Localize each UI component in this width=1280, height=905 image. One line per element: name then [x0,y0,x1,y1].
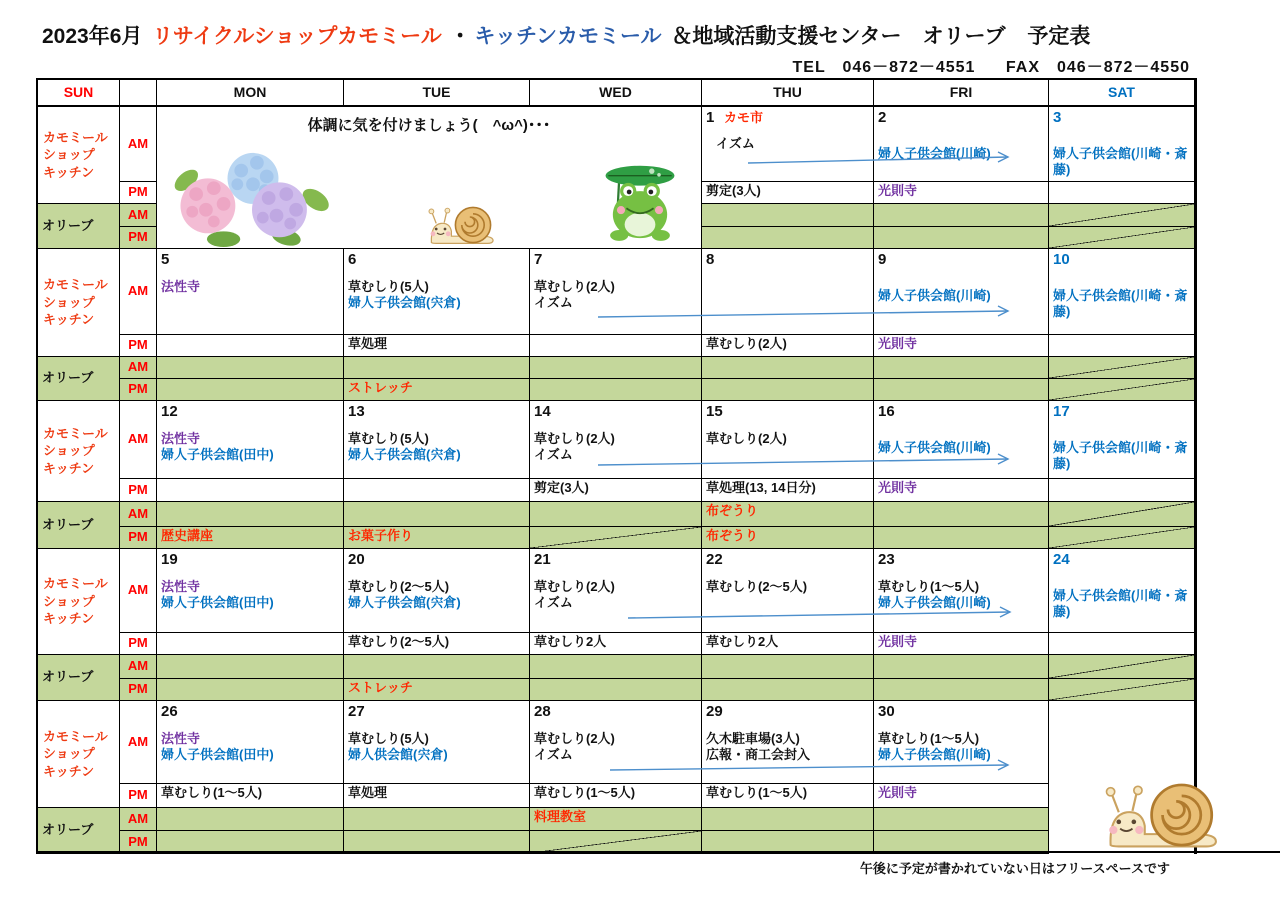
am-label: AM [120,701,157,784]
day-number: 19 [161,551,178,568]
am-label: AM [120,655,157,679]
olive-pm-cell-crossed [1049,379,1195,401]
olive-am-cell [157,502,344,527]
day-10-am-cell [1049,249,1195,335]
day-9-pm-cell [874,335,1049,357]
olive-am-cell [344,655,530,679]
day-8-pm-cell [702,335,874,357]
day-22-am-cell [702,549,874,633]
day-number: 9 [878,251,887,268]
message-cell [157,107,702,249]
day-3-am-cell [1049,107,1195,182]
am-label: AM [120,808,157,831]
header-sat: SAT [1049,80,1195,107]
title-month: 2023年6月 [42,25,143,48]
olive-am-cell [874,808,1049,831]
schedule-entry: 草処理(13, 14日分) [706,480,816,495]
day-15-pm-cell [702,479,874,502]
day-5-am-cell [157,249,344,335]
title-suffix: 予定表 [1027,25,1091,48]
camomile-row-label: カモミール ショップ キッチン [38,107,120,204]
header-ampm-col [120,80,157,107]
day-28-am-cell [530,701,702,784]
day-number: 8 [706,251,715,268]
empty-sat-cell [1049,701,1195,854]
olive-pm-cell [530,679,702,701]
schedule-entry: イズム [534,595,573,611]
schedule-entry: 草むしり(1～5人) [161,785,263,800]
schedule-entry: 草むしり(2人) [534,430,615,446]
olive-am-cell-crossed [1049,502,1195,527]
venue-entry: 婦人子供会館(川崎) [878,595,991,611]
day-number: 12 [161,403,178,420]
olive-row-label: オリーブ [38,204,120,249]
schedule-entry: 広報・商工会封入 [706,747,811,763]
schedule-table [36,78,1197,854]
day-20-pm-cell [344,633,530,655]
schedule-entry: 草むしり(2人) [534,278,615,294]
day-number: 24 [1053,551,1070,568]
olive-pm-cell-crossed [1049,527,1195,549]
day-number: 16 [878,403,895,420]
venue-entry: 婦人子供会館(川崎・斎藤) [1053,287,1188,320]
olive-pm-cell [874,227,1049,249]
schedule-entry: イズム [716,135,755,151]
day-26-pm-cell [157,784,344,808]
snail-icon [425,201,505,249]
venue-entry: 婦人子供会館(田中) [161,747,274,763]
day-26-am-cell [157,701,344,784]
day-number: 26 [161,703,178,720]
olive-am-cell [874,502,1049,527]
tel-number: TEL 046－872－4551 [792,59,976,76]
venue-entry: 婦人子供会館(川崎) [878,439,991,455]
day-number: 14 [534,403,551,420]
day-7-pm-cell [530,335,702,357]
olive-pm-cell [702,227,874,249]
temple-entry: 光則寺 [878,336,918,351]
olive-pm-cell [157,679,344,701]
day-30-am-cell [874,701,1049,784]
day-2-pm-cell [874,182,1049,204]
pm-label: PM [120,335,157,357]
day-14-pm-cell [530,479,702,502]
olive-am-cell [157,357,344,379]
day-1-pm-cell [702,182,874,204]
day-28-pm-cell [530,784,702,808]
day-30-pm-cell [874,784,1049,808]
day-24-am-cell [1049,549,1195,633]
pm-label: PM [120,227,157,249]
venue-entry: 婦人子供会館(宍倉) [348,447,461,463]
day-12-pm-cell [157,479,344,502]
day-1-am-cell [702,107,874,182]
pm-label: PM [120,784,157,808]
schedule-entry: 草むしり(2人) [706,430,787,446]
olive-row-label: オリーブ [38,357,120,401]
day-6-am-cell [344,249,530,335]
day-21-pm-cell [530,633,702,655]
day-6-pm-cell [344,335,530,357]
frog-icon [597,163,683,249]
venue-entry: 婦人子供会館(川崎・斎藤) [1053,587,1188,620]
title-kitchen-name: キッチンカモミール [474,25,662,48]
header-thu: THU [702,80,874,107]
day-8-am-cell [702,249,874,335]
am-label: AM [120,401,157,479]
schedule-entry: 草むしり2人 [534,634,607,649]
olive-am-cell [530,808,702,831]
day-number: 17 [1053,403,1070,420]
olive-am-cell [344,502,530,527]
camomile-row-label: カモミール ショップ キッチン [38,701,120,808]
olive-am-cell [702,502,874,527]
temple-entry: 光則寺 [878,785,918,800]
pm-label: PM [120,379,157,401]
olive-pm-cell [344,379,530,401]
olive-entry: 歴史講座 [161,528,214,543]
olive-am-cell [157,655,344,679]
olive-row-label: オリーブ [38,808,120,854]
olive-row-label: オリーブ [38,655,120,701]
pm-label: PM [120,527,157,549]
pm-label: PM [120,479,157,502]
olive-pm-cell-crossed [1049,227,1195,249]
olive-am-cell [702,655,874,679]
schedule-entry: 草むしり(2～5人) [348,578,450,594]
temple-entry: 法性寺 [161,430,201,446]
olive-pm-cell [157,379,344,401]
table-bottom-border [36,851,1280,853]
day-number: 20 [348,551,365,568]
day-20-am-cell [344,549,530,633]
olive-am-cell [530,502,702,527]
day-number: 10 [1053,251,1070,268]
day-27-pm-cell [344,784,530,808]
olive-pm-cell [702,679,874,701]
olive-pm-cell [344,679,530,701]
page-title [42,20,1094,50]
schedule-entry: 剪定(3人) [706,183,761,198]
olive-pm-cell-crossed [1049,679,1195,701]
schedule-entry: 草むしり(2人) [534,730,615,746]
health-message: 体調に気を付けましょう( ^ω^)･･･ [307,117,551,134]
olive-pm-cell [344,527,530,549]
temple-entry: 光則寺 [878,480,918,495]
day-number: 28 [534,703,551,720]
pm-label: PM [120,831,157,854]
schedule-entry: 草処理 [348,785,388,800]
venue-entry: 婦人子供会館(川崎) [878,747,991,763]
title-separator: ・ [449,25,471,48]
venue-entry: 婦人子供会館(川崎) [878,145,991,161]
day-number: 21 [534,551,551,568]
olive-pm-cell [702,527,874,549]
camomile-row-label: カモミール ショップ キッチン [38,549,120,655]
header-fri: FRI [874,80,1049,107]
am-label: AM [120,249,157,335]
title-shop-name: リサイクルショップカモミール [152,25,442,48]
olive-am-cell [874,655,1049,679]
day-23-pm-cell [874,633,1049,655]
venue-entry: 婦人子供会館(田中) [161,595,274,611]
temple-entry: 光則寺 [878,183,918,198]
olive-am-cell [702,808,874,831]
schedule-entry: 草むしり(2～5人) [348,634,450,649]
schedule-entry: 草むしり(2～5人) [706,578,808,594]
day-7-am-cell [530,249,702,335]
venue-entry: 婦人子供会館(川崎) [878,287,991,303]
day-19-pm-cell [157,633,344,655]
pm-label: PM [120,182,157,204]
venue-entry: 婦人子供会館(川崎・斎藤) [1053,145,1188,178]
day-13-am-cell [344,401,530,479]
day-17-am-cell [1049,401,1195,479]
day-10-pm-cell [1049,335,1195,357]
event-entry: カモ市 [723,110,763,125]
olive-am-cell [874,357,1049,379]
olive-am-cell [530,357,702,379]
title-center-name: ＆地域活動支援センター オリーブ [671,25,1006,48]
header-wed: WED [530,80,702,107]
day-29-pm-cell [702,784,874,808]
schedule-entry: イズム [534,447,573,463]
venue-entry: 婦人子供会館(川崎・斎藤) [1053,439,1188,472]
day-number: 27 [348,703,365,720]
olive-pm-cell-crossed [530,527,702,549]
schedule-entry: 草むしり(1～5人) [534,785,636,800]
schedule-entry: 草むしり2人 [706,634,779,649]
schedule-entry: 草むしり(1～5人) [878,578,980,594]
pm-label: PM [120,679,157,701]
header-mon: MON [157,80,344,107]
olive-am-cell [530,655,702,679]
schedule-entry: 草むしり(5人) [348,430,429,446]
day-24-pm-cell [1049,633,1195,655]
schedule-entry: 草むしり(5人) [348,278,429,294]
day-number: 6 [348,251,357,268]
day-23-am-cell [874,549,1049,633]
venue-entry: 婦人子供会館(宍倉) [348,595,461,611]
day-9-am-cell [874,249,1049,335]
day-13-pm-cell [344,479,530,502]
day-number: 1 [706,109,715,126]
temple-entry: 光則寺 [878,634,918,649]
header-sun: SUN [38,80,120,107]
olive-am-cell [702,204,874,227]
schedule-entry: 草むしり(5人) [348,730,429,746]
day-16-am-cell [874,401,1049,479]
day-number: 30 [878,703,895,720]
day-number: 23 [878,551,895,568]
pm-label: PM [120,633,157,655]
schedule-entry: 久木駐車場(3人) [706,730,800,746]
olive-pm-cell [874,527,1049,549]
day-17-pm-cell [1049,479,1195,502]
day-27-am-cell [344,701,530,784]
olive-pm-cell [874,679,1049,701]
venue-entry: 婦人子供会館(田中) [161,447,274,463]
am-label: AM [120,204,157,227]
camomile-row-label: カモミール ショップ キッチン [38,401,120,502]
olive-entry: 布ぞうり [706,528,759,543]
day-21-am-cell [530,549,702,633]
day-3-pm-cell [1049,182,1195,204]
day-number: 2 [878,109,887,126]
fax-number: FAX 046－872－4550 [1005,59,1190,76]
day-15-am-cell [702,401,874,479]
schedule-entry: 剪定(3人) [534,480,589,495]
day-2-am-cell [874,107,1049,182]
olive-am-cell [344,808,530,831]
am-label: AM [120,549,157,633]
day-number: 3 [1053,109,1062,126]
day-number: 22 [706,551,723,568]
schedule-entry: 草処理 [348,336,388,351]
day-number: 13 [348,403,365,420]
day-number: 29 [706,703,723,720]
schedule-entry: イズム [534,295,573,311]
schedule-entry: イズム [534,747,573,763]
day-16-pm-cell [874,479,1049,502]
day-19-am-cell [157,549,344,633]
camomile-row-label: カモミール ショップ キッチン [38,249,120,357]
olive-am-cell-crossed [1049,357,1195,379]
day-12-am-cell [157,401,344,479]
schedule-entry: 草むしり(1～5人) [878,730,980,746]
olive-am-cell [157,808,344,831]
olive-am-cell-crossed [1049,655,1195,679]
am-label: AM [120,357,157,379]
footer-note: 午後に予定が書かれていない日はフリースペースです [859,861,1170,876]
schedule-entry: 草むしり(1～5人) [706,785,808,800]
day-5-pm-cell [157,335,344,357]
olive-pm-cell [874,379,1049,401]
am-label: AM [120,502,157,527]
olive-am-cell [874,204,1049,227]
olive-pm-cell [702,379,874,401]
temple-entry: 法性寺 [161,278,201,294]
day-number: 5 [161,251,170,268]
olive-entry: お菓子作り [348,528,414,543]
day-22-pm-cell [702,633,874,655]
day-14-am-cell [530,401,702,479]
day-number: 7 [534,251,543,268]
header-tue: TUE [344,80,530,107]
am-label: AM [120,107,157,182]
temple-entry: 法性寺 [161,578,201,594]
olive-am-cell [702,357,874,379]
day-29-am-cell [702,701,874,784]
schedule-entry: 草むしり(2人) [534,578,615,594]
olive-am-cell-crossed [1049,204,1195,227]
contact-line [36,54,1190,77]
olive-entry: ストレッチ [348,380,413,395]
olive-entry: 布ぞうり [706,503,759,518]
olive-pm-cell [157,527,344,549]
hydrangea-image [165,149,340,247]
day-number: 15 [706,403,723,420]
olive-pm-cell [530,379,702,401]
venue-entry: 婦人供会館(宍倉) [348,747,448,763]
schedule-entry: 草むしり(2人) [706,336,787,351]
temple-entry: 法性寺 [161,730,201,746]
olive-row-label: オリーブ [38,502,120,549]
venue-entry: 婦人子供会館(宍倉) [348,295,461,311]
olive-entry: 料理教室 [534,809,587,824]
olive-entry: ストレッチ [348,680,413,695]
olive-am-cell [344,357,530,379]
